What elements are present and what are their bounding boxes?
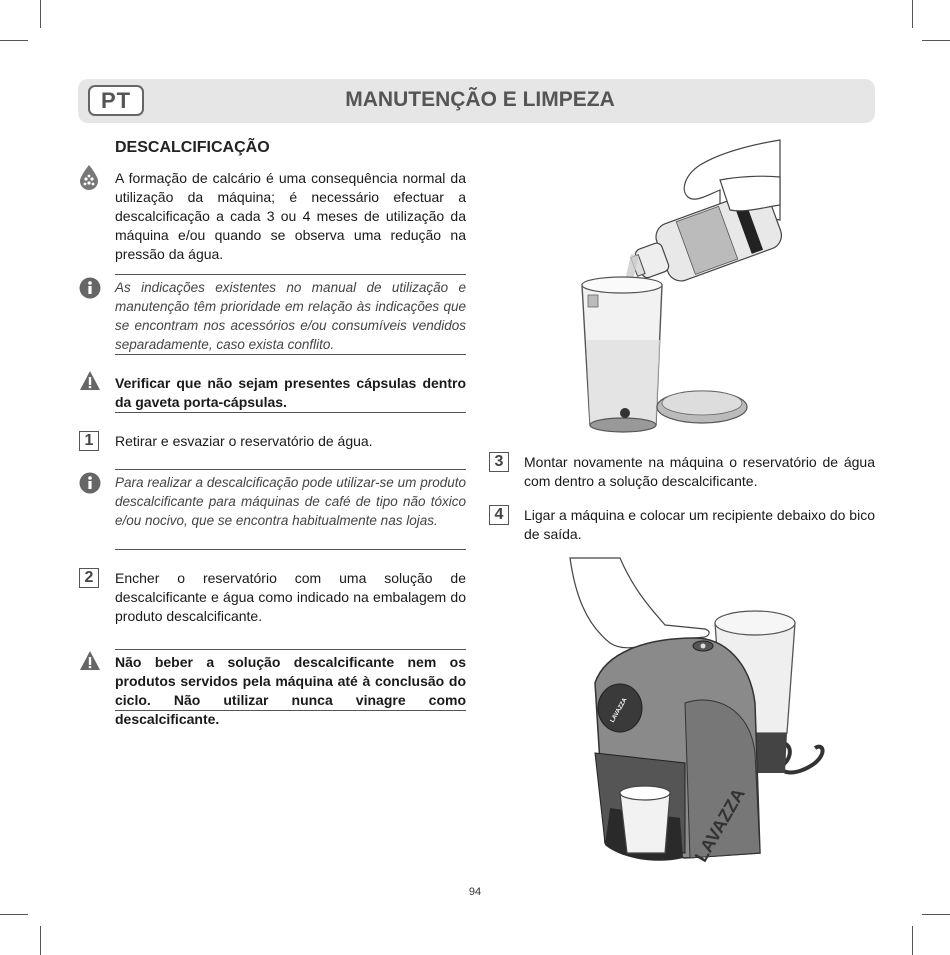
step-2-text: Encher o reservatório com uma solução de descalcificante e água como indicado na embalagem do produto descalcificante. [115, 570, 466, 624]
warning-icon [79, 650, 101, 676]
section-title: DESCALCIFICAÇÃO [115, 139, 270, 156]
crop-mark [922, 40, 950, 41]
divider [115, 710, 466, 711]
illustration-machine-button [565, 553, 835, 878]
crop-mark [912, 926, 913, 955]
divider [115, 649, 466, 650]
warning-icon [79, 370, 101, 396]
crop-mark [912, 0, 913, 28]
divider [115, 354, 466, 355]
crop-mark [40, 926, 41, 955]
step-4-text: Ligar a máquina e colocar um recipiente debaixo do bico de saída. [524, 507, 875, 542]
crop-mark [40, 0, 41, 28]
step-number-4: 4 [489, 505, 509, 525]
divider [115, 469, 466, 470]
water-drop-icon [78, 164, 100, 195]
crop-mark [922, 914, 950, 915]
machine-logo-small: LAVAZZA [609, 697, 629, 724]
warning-2-text: Não beber a solução descalcificante nem os produtos servidos pela máquina até à conclusão do ciclo. Não utilizar nunca vinagre como descalcificante. [115, 654, 466, 727]
intro-text: A formação de calcário é uma consequência normal da utilização da máquina; é necessário efectuar a descalcificação a cada 3 ou 4 meses de utilização da máquina e/ou quando se observa uma redução na pressão da água. [115, 170, 466, 262]
info-icon [79, 277, 101, 304]
machine-logo-side: LAVAZZA [690, 784, 749, 866]
crop-mark [0, 40, 28, 41]
page-title: MANUTENÇÃO E LIMPEZA [345, 88, 615, 111]
language-badge: PT [88, 85, 144, 116]
divider [115, 412, 466, 413]
info-icon [79, 472, 101, 499]
step-3-text: Montar novamente na máquina o reservatório de água com dentro a solução descalcificante. [524, 454, 875, 489]
info-note-1: As indicações existentes no manual de utilização e manutenção têm prioridade em relação às indicações que se encontram nos acessórios e/ou consumíveis vendidos separadamente, caso exista conflito. [115, 280, 466, 352]
crop-mark [0, 914, 28, 915]
step-number-1: 1 [79, 431, 99, 451]
step-1-text: Retirar e esvaziar o reservatório de água. [115, 433, 373, 449]
step-number-2: 2 [79, 568, 99, 588]
divider [115, 274, 466, 275]
info-note-2: Para realizar a descalcificação pode utilizar-se um produto descalcificante para máquinas de café de tipo não tóxico e/ou nocivo, que se encontra habitualmente nas lojas. [115, 475, 466, 528]
step-number-3: 3 [489, 452, 509, 472]
illustration-pour-descaler [570, 135, 790, 445]
page-number: 94 [468, 886, 482, 898]
divider [115, 549, 466, 550]
warning-1-text: Verificar que não sejam presentes cápsulas dentro da gaveta porta-cápsulas. [115, 375, 466, 410]
